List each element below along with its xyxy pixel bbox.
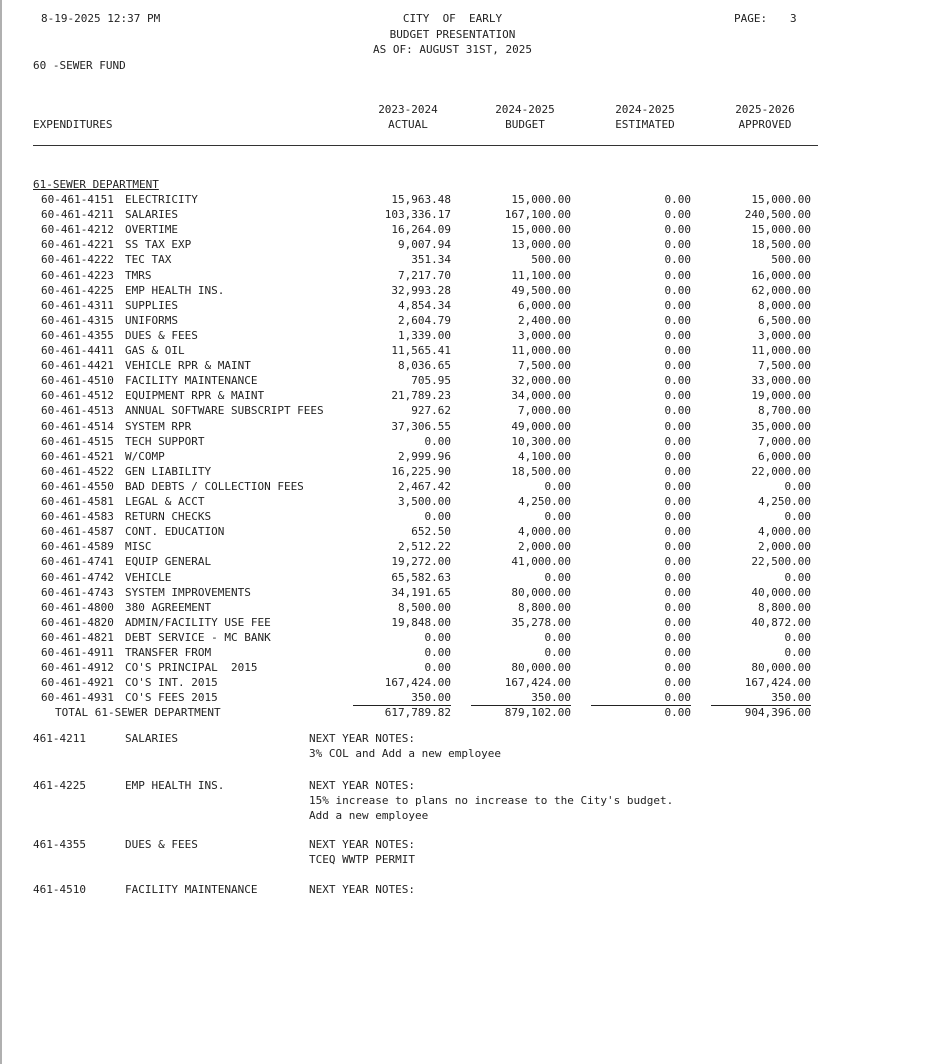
actual-value: 16,225.90 bbox=[391, 464, 451, 478]
account-description: CO'S INT. 2015 bbox=[125, 676, 218, 690]
approved-value: 4,000.00 bbox=[758, 525, 811, 539]
note-text: 3% COL and Add a new employee bbox=[309, 747, 502, 760]
approved-value: 22,500.00 bbox=[751, 555, 811, 569]
note-account-code: 461-4211 bbox=[33, 732, 86, 745]
approved-value: 6,000.00 bbox=[758, 449, 811, 463]
approved-value: 22,000.00 bbox=[751, 464, 811, 478]
total-budget: 879,102.00 bbox=[504, 706, 571, 720]
table-row bbox=[0, 465, 939, 480]
account-number: 60-461-4222 bbox=[41, 253, 114, 267]
table-row bbox=[0, 223, 939, 238]
approved-value: 8,000.00 bbox=[758, 298, 811, 312]
note-account-code: 461-4225 bbox=[33, 779, 86, 792]
actual-value: 19,272.00 bbox=[391, 555, 451, 569]
table-row bbox=[0, 631, 939, 646]
budget-value: 8,800.00 bbox=[518, 600, 571, 614]
account-description: DUES & FEES bbox=[125, 328, 198, 342]
actual-value: 927.62 bbox=[411, 404, 451, 418]
table-row bbox=[0, 525, 939, 540]
budget-value: 35,278.00 bbox=[511, 615, 571, 629]
table-row bbox=[0, 329, 939, 344]
actual-value: 652.50 bbox=[411, 525, 451, 539]
account-description: EQUIP GENERAL bbox=[125, 555, 212, 569]
total-actual: 617,789.82 bbox=[384, 706, 451, 720]
actual-value: 8,500.00 bbox=[398, 600, 451, 614]
table-row bbox=[0, 420, 939, 435]
account-description: GEN LIABILITY bbox=[125, 464, 212, 478]
city-name: CITY OF EARLY bbox=[402, 12, 503, 25]
account-number: 60-461-4225 bbox=[41, 283, 114, 297]
actual-value: 4,854.34 bbox=[398, 298, 451, 312]
actual-value: 34,191.65 bbox=[391, 585, 451, 599]
estimated-value: 0.00 bbox=[664, 661, 691, 675]
account-number: 60-461-4743 bbox=[41, 585, 114, 599]
budget-value: 0.00 bbox=[544, 630, 571, 644]
col-approved-type: APPROVED bbox=[738, 118, 792, 131]
actual-value: 0.00 bbox=[424, 434, 451, 448]
table-row bbox=[0, 238, 939, 253]
account-number: 60-461-4151 bbox=[41, 193, 114, 206]
budget-value: 0.00 bbox=[544, 510, 571, 524]
account-number: 60-461-4931 bbox=[41, 691, 114, 705]
actual-value: 2,467.42 bbox=[398, 479, 451, 493]
budget-value: 32,000.00 bbox=[511, 374, 571, 388]
approved-value: 40,000.00 bbox=[751, 585, 811, 599]
budget-value: 7,000.00 bbox=[518, 404, 571, 418]
actual-value: 1,339.00 bbox=[398, 328, 451, 342]
table-row bbox=[0, 571, 939, 586]
actual-value: 2,512.22 bbox=[398, 540, 451, 554]
account-number: 60-461-4512 bbox=[41, 389, 114, 403]
approved-value: 0.00 bbox=[784, 479, 811, 493]
col-budget-year: 2024-2025 bbox=[495, 103, 555, 116]
actual-value: 11,565.41 bbox=[391, 344, 451, 357]
estimated-value: 0.00 bbox=[664, 374, 691, 388]
account-description: 380 AGREEMENT bbox=[125, 600, 212, 614]
estimated-value: 0.00 bbox=[664, 419, 691, 433]
table-row bbox=[0, 253, 939, 268]
approved-value: 0.00 bbox=[784, 570, 811, 584]
expenditures-label: EXPENDITURES bbox=[33, 118, 113, 131]
account-number: 60-461-4513 bbox=[41, 404, 114, 418]
approved-value: 16,000.00 bbox=[751, 268, 811, 282]
estimated-value: 0.00 bbox=[664, 555, 691, 569]
account-number: 60-461-4912 bbox=[41, 661, 114, 675]
actual-value: 167,424.00 bbox=[384, 676, 451, 690]
approved-value: 80,000.00 bbox=[751, 661, 811, 675]
table-row bbox=[0, 495, 939, 510]
actual-value: 103,336.17 bbox=[384, 208, 451, 222]
estimated-value: 0.00 bbox=[664, 525, 691, 539]
table-row bbox=[0, 299, 939, 314]
approved-value: 350.00 bbox=[711, 691, 811, 706]
approved-value: 15,000.00 bbox=[751, 223, 811, 237]
account-description: RETURN CHECKS bbox=[125, 510, 212, 524]
note-heading: NEXT YEAR NOTES: bbox=[309, 732, 415, 745]
account-number: 60-461-4211 bbox=[41, 208, 114, 222]
account-number: 60-461-4921 bbox=[41, 676, 114, 690]
budget-value: 11,000.00 bbox=[511, 344, 571, 357]
col-actual-type: ACTUAL bbox=[388, 118, 428, 131]
table-row bbox=[0, 314, 939, 329]
estimated-value: 0.00 bbox=[664, 344, 691, 357]
account-number: 60-461-4550 bbox=[41, 479, 114, 493]
account-number: 60-461-4821 bbox=[41, 630, 114, 644]
note-account-name: DUES & FEES bbox=[125, 838, 198, 851]
account-number: 60-461-4522 bbox=[41, 464, 114, 478]
table-row bbox=[0, 646, 939, 661]
table-row bbox=[0, 208, 939, 223]
note-text: TCEQ WWTP PERMIT bbox=[309, 853, 415, 866]
budget-value: 49,000.00 bbox=[511, 419, 571, 433]
col-approved-year: 2025-2026 bbox=[735, 103, 795, 116]
report-datetime: 8-19-2025 12:37 PM bbox=[41, 12, 161, 25]
estimated-value: 0.00 bbox=[664, 404, 691, 418]
account-description: SS TAX EXP bbox=[125, 238, 192, 252]
table-row bbox=[0, 540, 939, 555]
approved-value: 33,000.00 bbox=[751, 374, 811, 388]
page-number: 3 bbox=[790, 12, 797, 25]
account-number: 60-461-4355 bbox=[41, 328, 114, 342]
table-row bbox=[0, 586, 939, 601]
account-description: CO'S PRINCIPAL 2015 bbox=[125, 661, 258, 675]
budget-value: 15,000.00 bbox=[511, 223, 571, 237]
approved-value: 240,500.00 bbox=[744, 208, 811, 222]
account-description: FACILITY MAINTENANCE bbox=[125, 374, 258, 388]
actual-value: 37,306.55 bbox=[391, 419, 451, 433]
budget-value: 3,000.00 bbox=[518, 328, 571, 342]
report-title: BUDGET PRESENTATION bbox=[389, 28, 516, 41]
budget-value: 0.00 bbox=[544, 570, 571, 584]
actual-value: 19,848.00 bbox=[391, 615, 451, 629]
budget-value: 0.00 bbox=[544, 646, 571, 659]
approved-value: 500.00 bbox=[771, 253, 811, 267]
actual-value: 21,789.23 bbox=[391, 389, 451, 403]
table-row bbox=[0, 374, 939, 389]
table-row bbox=[0, 676, 939, 691]
actual-value: 0.00 bbox=[424, 646, 451, 659]
table-row bbox=[0, 269, 939, 284]
budget-value: 15,000.00 bbox=[511, 193, 571, 206]
note-heading: NEXT YEAR NOTES: bbox=[309, 883, 415, 896]
actual-value: 351.34 bbox=[411, 253, 451, 267]
note-account-name: FACILITY MAINTENANCE bbox=[125, 883, 258, 896]
account-description: TECH SUPPORT bbox=[125, 434, 205, 448]
budget-value: 41,000.00 bbox=[511, 555, 571, 569]
note-text: Add a new employee bbox=[309, 809, 429, 822]
actual-value: 0.00 bbox=[424, 510, 451, 524]
account-description: VEHICLE RPR & MAINT bbox=[125, 359, 251, 373]
account-number: 60-461-4521 bbox=[41, 449, 114, 463]
estimated-value: 0.00 bbox=[664, 449, 691, 463]
actual-value: 350.00 bbox=[353, 691, 451, 706]
page-label: PAGE: bbox=[734, 12, 768, 25]
estimated-value: 0.00 bbox=[664, 630, 691, 644]
approved-value: 0.00 bbox=[784, 646, 811, 659]
actual-value: 8,036.65 bbox=[398, 359, 451, 373]
table-row bbox=[0, 601, 939, 616]
account-number: 60-461-4800 bbox=[41, 600, 114, 614]
estimated-value: 0.00 bbox=[664, 193, 691, 206]
account-description: ADMIN/FACILITY USE FEE bbox=[125, 615, 271, 629]
budget-value: 167,424.00 bbox=[504, 676, 571, 690]
estimated-value: 0.00 bbox=[664, 268, 691, 282]
actual-value: 7,217.70 bbox=[398, 268, 451, 282]
account-number: 60-461-4742 bbox=[41, 570, 114, 584]
actual-value: 15,963.48 bbox=[391, 193, 451, 206]
estimated-value: 0.00 bbox=[664, 479, 691, 493]
account-number: 60-461-4311 bbox=[41, 298, 114, 312]
table-row bbox=[0, 510, 939, 525]
estimated-value: 0.00 bbox=[664, 313, 691, 327]
budget-value: 18,500.00 bbox=[511, 464, 571, 478]
approved-value: 62,000.00 bbox=[751, 283, 811, 297]
account-description: CONT. EDUCATION bbox=[125, 525, 225, 539]
account-description: UNIFORMS bbox=[125, 313, 178, 327]
account-number: 60-461-4212 bbox=[41, 223, 114, 237]
actual-value: 32,993.28 bbox=[391, 283, 451, 297]
col-estimated-year: 2024-2025 bbox=[615, 103, 675, 116]
account-description: LEGAL & ACCT bbox=[125, 495, 205, 508]
account-description: EMP HEALTH INS. bbox=[125, 283, 225, 297]
budget-value: 2,000.00 bbox=[518, 540, 571, 554]
estimated-value: 0.00 bbox=[664, 570, 691, 584]
account-description: BAD DEBTS / COLLECTION FEES bbox=[125, 479, 304, 493]
table-row bbox=[0, 616, 939, 631]
approved-value: 18,500.00 bbox=[751, 238, 811, 252]
account-number: 60-461-4514 bbox=[41, 419, 114, 433]
account-number: 60-461-4221 bbox=[41, 238, 114, 252]
estimated-value: 0.00 bbox=[664, 646, 691, 659]
account-number: 60-461-4515 bbox=[41, 434, 114, 448]
account-number: 60-461-4510 bbox=[41, 374, 114, 388]
total-row bbox=[0, 706, 939, 721]
note-heading: NEXT YEAR NOTES: bbox=[309, 838, 415, 851]
note-text: 15% increase to plans no increase to the City's budget. bbox=[309, 794, 674, 807]
table-row bbox=[0, 555, 939, 570]
budget-value: 2,400.00 bbox=[518, 313, 571, 327]
header-divider bbox=[33, 145, 818, 146]
estimated-value: 0.00 bbox=[664, 238, 691, 252]
account-number: 60-461-4911 bbox=[41, 646, 114, 659]
account-number: 60-461-4581 bbox=[41, 495, 114, 508]
table-row bbox=[0, 284, 939, 299]
col-estimated-type: ESTIMATED bbox=[615, 118, 675, 131]
table-row bbox=[0, 389, 939, 404]
note-account-code: 461-4510 bbox=[33, 883, 86, 896]
account-description: W/COMP bbox=[125, 449, 165, 463]
estimated-value: 0.00 bbox=[664, 283, 691, 297]
budget-value: 10,300.00 bbox=[511, 434, 571, 448]
actual-value: 2,999.96 bbox=[398, 449, 451, 463]
budget-value: 6,000.00 bbox=[518, 298, 571, 312]
table-row bbox=[0, 691, 939, 706]
estimated-value: 0.00 bbox=[664, 540, 691, 554]
approved-value: 0.00 bbox=[784, 510, 811, 524]
estimated-value: 0.00 bbox=[664, 676, 691, 690]
actual-value: 9,007.94 bbox=[398, 238, 451, 252]
table-row bbox=[0, 404, 939, 419]
account-number: 60-461-4583 bbox=[41, 510, 114, 524]
estimated-value: 0.00 bbox=[664, 510, 691, 524]
account-description: ELECTRICITY bbox=[125, 193, 198, 206]
budget-value: 4,250.00 bbox=[518, 495, 571, 508]
estimated-value: 0.00 bbox=[664, 495, 691, 508]
estimated-value: 0.00 bbox=[664, 223, 691, 237]
approved-value: 19,000.00 bbox=[751, 389, 811, 403]
col-actual-year: 2023-2024 bbox=[378, 103, 438, 116]
approved-value: 2,000.00 bbox=[758, 540, 811, 554]
table-row bbox=[0, 661, 939, 676]
account-description: MISC bbox=[125, 540, 152, 554]
approved-value: 3,000.00 bbox=[758, 328, 811, 342]
actual-value: 2,604.79 bbox=[398, 313, 451, 327]
col-budget-type: BUDGET bbox=[505, 118, 545, 131]
budget-value: 7,500.00 bbox=[518, 359, 571, 373]
table-row bbox=[0, 193, 939, 208]
note-account-code: 461-4355 bbox=[33, 838, 86, 851]
account-description: CO'S FEES 2015 bbox=[125, 691, 218, 705]
account-description: SALARIES bbox=[125, 208, 178, 222]
total-estimated: 0.00 bbox=[664, 706, 691, 720]
budget-value: 4,000.00 bbox=[518, 525, 571, 539]
actual-value: 3,500.00 bbox=[398, 495, 451, 508]
approved-value: 167,424.00 bbox=[744, 676, 811, 690]
account-description: SYSTEM IMPROVEMENTS bbox=[125, 585, 251, 599]
budget-value: 4,100.00 bbox=[518, 449, 571, 463]
account-description: VEHICLE bbox=[125, 570, 172, 584]
account-description: SYSTEM RPR bbox=[125, 419, 192, 433]
approved-value: 7,000.00 bbox=[758, 434, 811, 448]
estimated-value: 0.00 bbox=[664, 359, 691, 373]
estimated-value: 0.00 bbox=[664, 298, 691, 312]
approved-value: 35,000.00 bbox=[751, 419, 811, 433]
actual-value: 0.00 bbox=[424, 661, 451, 675]
account-number: 60-461-4315 bbox=[41, 313, 114, 327]
table-row bbox=[0, 359, 939, 374]
account-description: DEBT SERVICE - MC BANK bbox=[125, 630, 271, 644]
account-description: ANNUAL SOFTWARE SUBSCRIPT FEES bbox=[125, 404, 324, 418]
account-number: 60-461-4411 bbox=[41, 344, 114, 357]
estimated-value: 0.00 bbox=[664, 585, 691, 599]
note-heading: NEXT YEAR NOTES: bbox=[309, 779, 415, 792]
total-label: TOTAL 61-SEWER DEPARTMENT bbox=[55, 706, 221, 720]
note-account-name: EMP HEALTH INS. bbox=[125, 779, 225, 792]
estimated-value: 0.00 bbox=[664, 464, 691, 478]
table-row bbox=[0, 480, 939, 495]
actual-value: 65,582.63 bbox=[391, 570, 451, 584]
total-approved: 904,396.00 bbox=[744, 706, 811, 720]
account-number: 60-461-4741 bbox=[41, 555, 114, 569]
approved-value: 8,700.00 bbox=[758, 404, 811, 418]
estimated-value: 0.00 bbox=[664, 208, 691, 222]
estimated-value: 0.00 bbox=[664, 253, 691, 267]
approved-value: 40,872.00 bbox=[751, 615, 811, 629]
note-account-name: SALARIES bbox=[125, 732, 178, 745]
estimated-value: 0.00 bbox=[664, 328, 691, 342]
actual-value: 705.95 bbox=[411, 374, 451, 388]
estimated-value: 0.00 bbox=[664, 434, 691, 448]
budget-value: 80,000.00 bbox=[511, 661, 571, 675]
budget-value: 167,100.00 bbox=[504, 208, 571, 222]
account-description: TMRS bbox=[125, 268, 152, 282]
approved-value: 11,000.00 bbox=[751, 344, 811, 357]
approved-value: 0.00 bbox=[784, 630, 811, 644]
estimated-value: 0.00 bbox=[664, 389, 691, 403]
estimated-value: 0.00 bbox=[664, 600, 691, 614]
account-description: TRANSFER FROM bbox=[125, 646, 212, 659]
account-number: 60-461-4589 bbox=[41, 540, 114, 554]
actual-value: 0.00 bbox=[424, 630, 451, 644]
table-row bbox=[0, 344, 939, 359]
account-number: 60-461-4820 bbox=[41, 615, 114, 629]
account-description: TEC TAX bbox=[125, 253, 172, 267]
approved-value: 15,000.00 bbox=[751, 193, 811, 206]
approved-value: 8,800.00 bbox=[758, 600, 811, 614]
budget-value: 500.00 bbox=[531, 253, 571, 267]
budget-value: 80,000.00 bbox=[511, 585, 571, 599]
estimated-value: 0.00 bbox=[591, 691, 691, 706]
account-number: 60-461-4421 bbox=[41, 359, 114, 373]
table-row bbox=[0, 450, 939, 465]
account-number: 60-461-4223 bbox=[41, 268, 114, 282]
budget-value: 34,000.00 bbox=[511, 389, 571, 403]
actual-value: 16,264.09 bbox=[391, 223, 451, 237]
budget-value: 13,000.00 bbox=[511, 238, 571, 252]
approved-value: 6,500.00 bbox=[758, 313, 811, 327]
account-number: 60-461-4587 bbox=[41, 525, 114, 539]
budget-value: 49,500.00 bbox=[511, 283, 571, 297]
budget-value: 350.00 bbox=[471, 691, 571, 706]
fund-label: 60 -SEWER FUND bbox=[33, 59, 126, 72]
account-description: SUPPLIES bbox=[125, 298, 178, 312]
table-row bbox=[0, 435, 939, 450]
account-description: GAS & OIL bbox=[125, 344, 185, 357]
approved-value: 4,250.00 bbox=[758, 495, 811, 508]
estimated-value: 0.00 bbox=[664, 615, 691, 629]
account-description: EQUIPMENT RPR & MAINT bbox=[125, 389, 265, 403]
budget-value: 0.00 bbox=[544, 479, 571, 493]
approved-value: 7,500.00 bbox=[758, 359, 811, 373]
budget-value: 11,100.00 bbox=[511, 268, 571, 282]
account-description: OVERTIME bbox=[125, 223, 178, 237]
department-heading: 61-SEWER DEPARTMENT bbox=[33, 178, 159, 191]
report-as-of: AS OF: AUGUST 31ST, 2025 bbox=[373, 43, 532, 56]
